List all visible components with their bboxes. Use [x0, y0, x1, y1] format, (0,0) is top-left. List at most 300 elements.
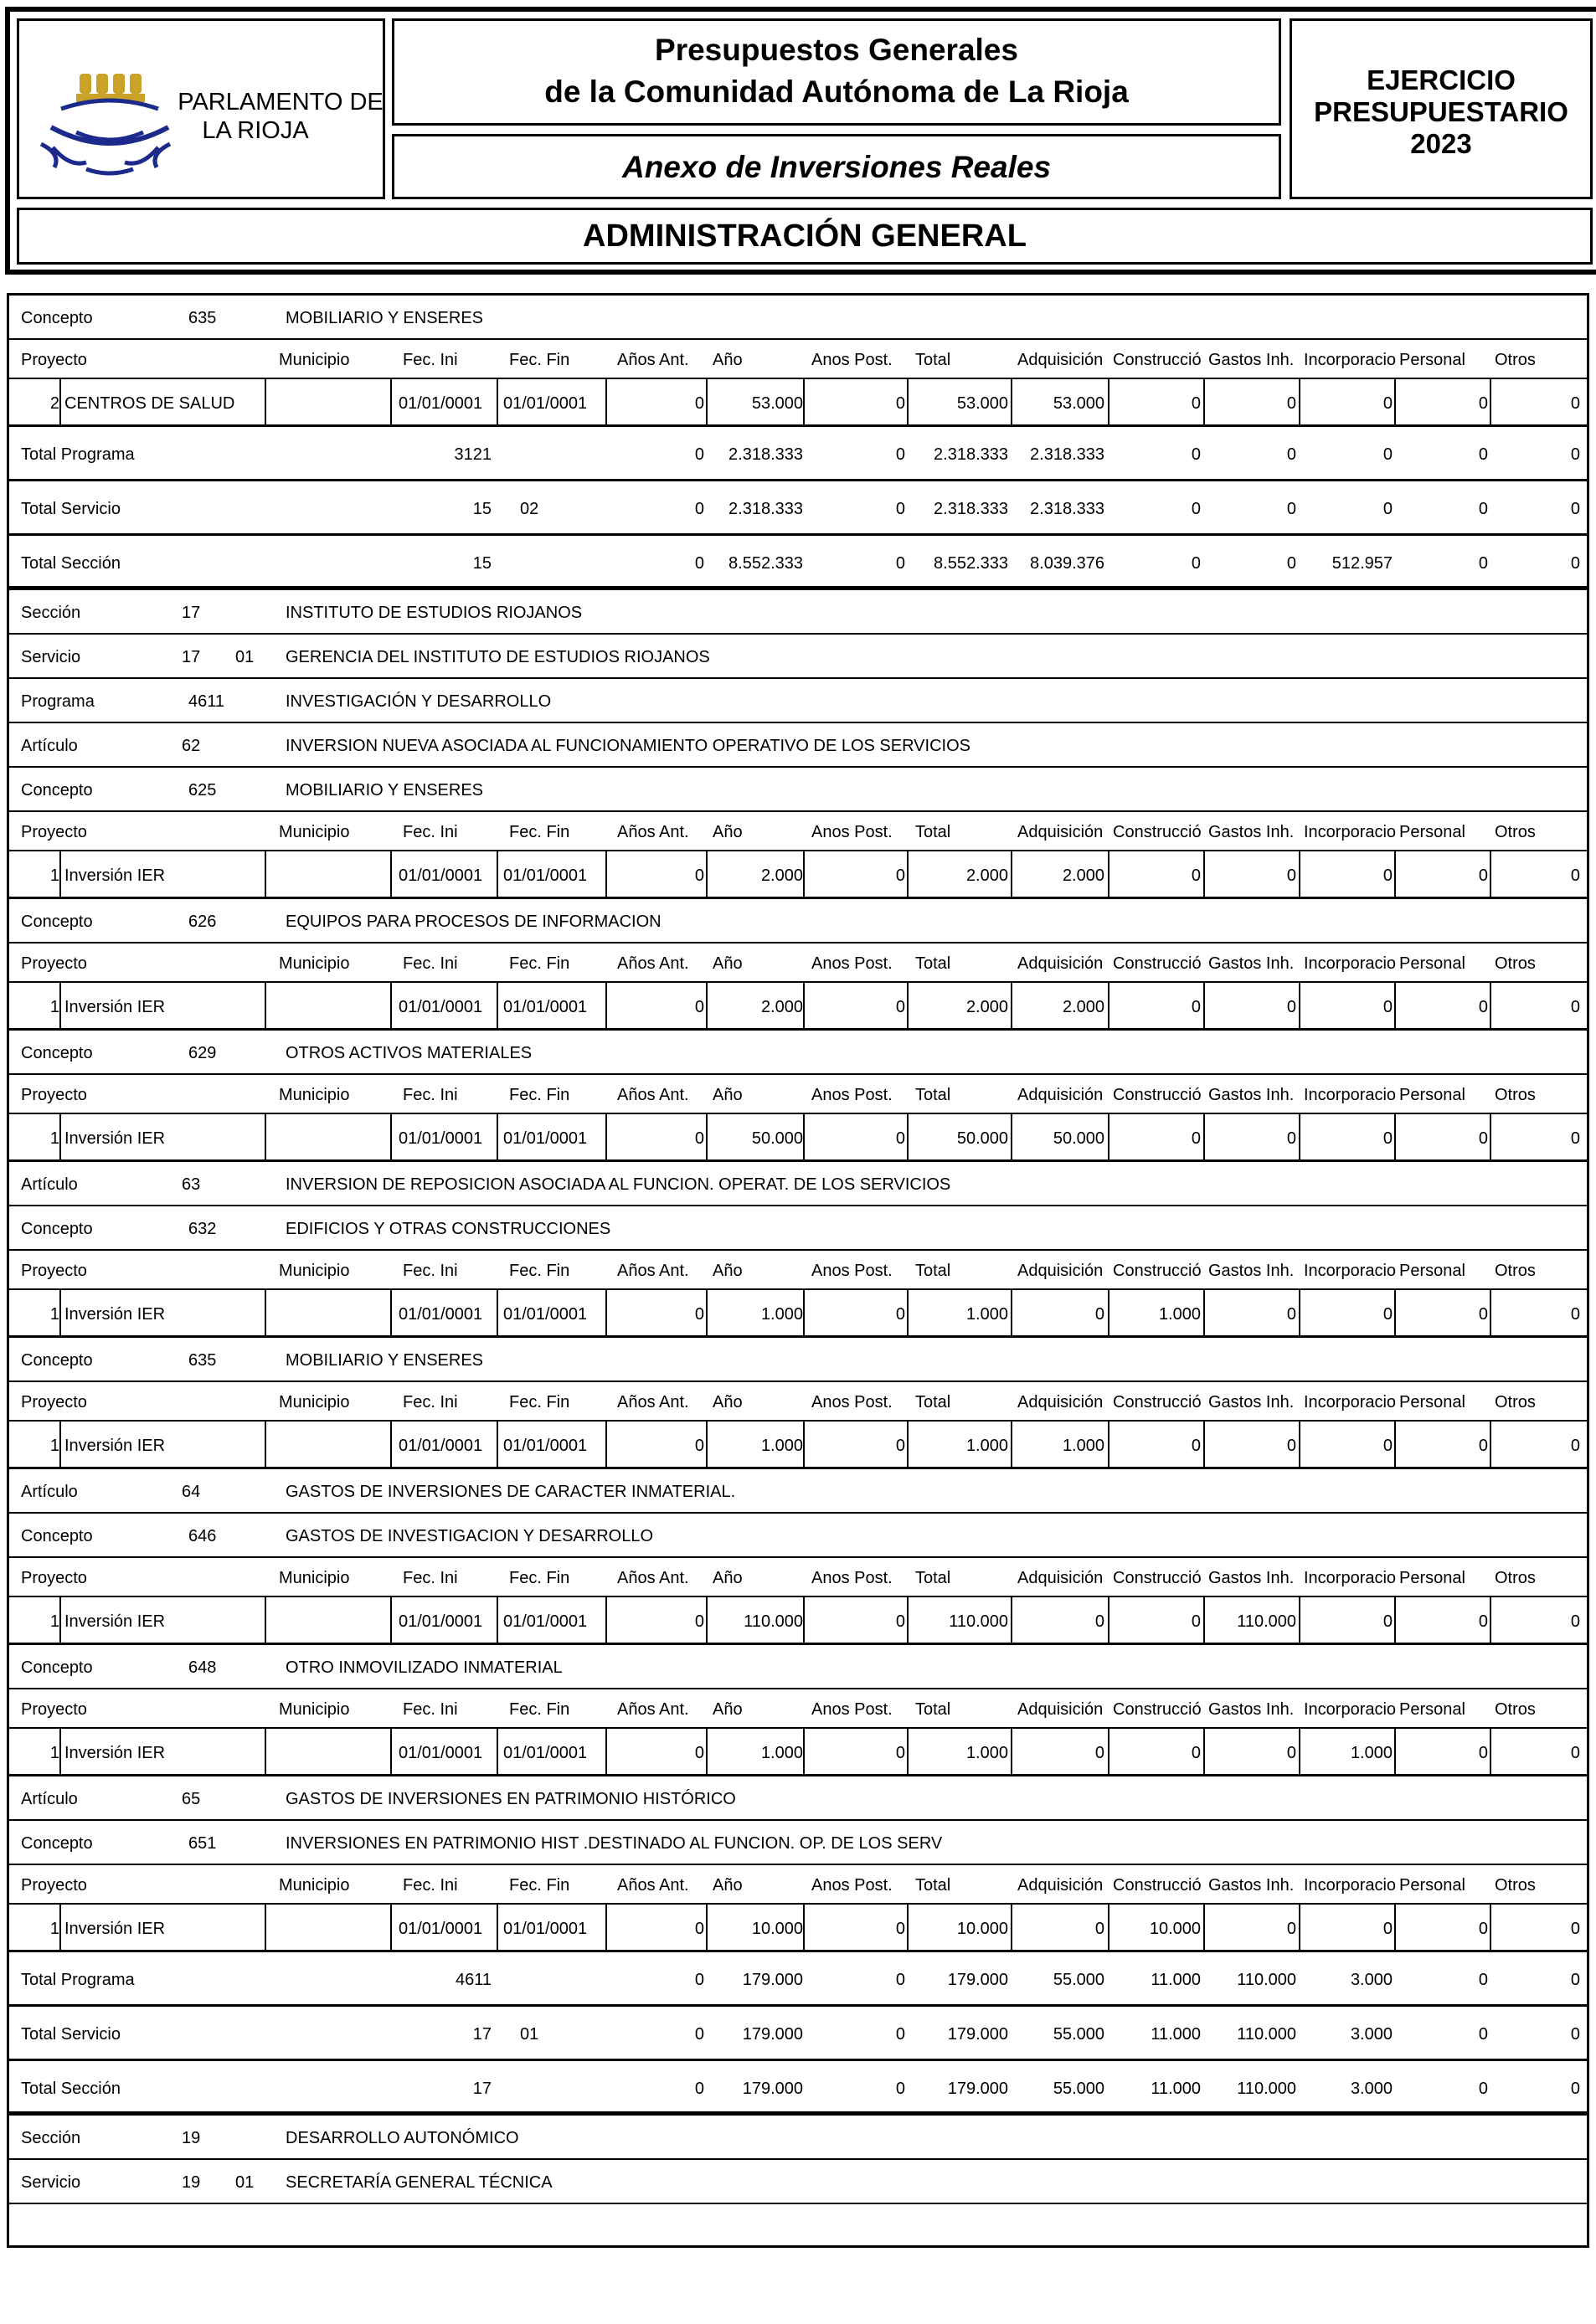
total-amount: 2.318.333: [1030, 445, 1104, 464]
column-header: Construcció: [1113, 1086, 1202, 1104]
row-divider: [9, 1205, 1587, 1206]
ejercicio-line1: EJERCICIO: [1367, 64, 1516, 95]
column-header: Personal: [1399, 1700, 1465, 1719]
total-amount: 0: [694, 2025, 704, 2044]
row-divider: [9, 1903, 1587, 1905]
cell-divider: [1011, 1597, 1012, 1645]
cell-divider: [1011, 1290, 1012, 1338]
amount-cell: 53.000: [1053, 394, 1104, 413]
total-label: Total Sección: [21, 554, 121, 573]
row-code: 17: [182, 648, 201, 666]
total-amount: 2.318.333: [728, 500, 803, 518]
column-header: Gastos Inh.: [1208, 954, 1295, 973]
amount-cell: 1.000: [965, 1744, 1008, 1762]
column-header: Años Ant.: [617, 1262, 689, 1280]
column-header: Proyecto: [21, 1262, 87, 1280]
column-header: Gastos Inh.: [1208, 1086, 1295, 1104]
amount-cell: 0: [1286, 998, 1296, 1016]
column-header: Año: [713, 1393, 743, 1411]
cell-divider: [1394, 983, 1396, 1031]
total-amount: 0: [694, 1971, 704, 1989]
total-amount: 55.000: [1053, 1971, 1104, 1989]
amount-cell: 10.000: [1149, 1920, 1201, 1938]
total-amount: 0: [895, 2080, 905, 2098]
project-name: Inversión IER: [64, 1437, 166, 1455]
amount-cell: 2.000: [760, 866, 803, 885]
column-header: Personal: [1399, 823, 1465, 841]
row-description: GASTOS DE INVERSIONES EN PATRIMONIO HISTÓRICO: [286, 1790, 736, 1808]
cell-divider: [1108, 379, 1109, 427]
fecha-inicio: 01/01/0001: [399, 1305, 483, 1324]
total-amount: 11.000: [1151, 2025, 1201, 2044]
project-number: 1: [49, 1744, 59, 1762]
column-header: Fec. Ini: [403, 1393, 458, 1411]
fecha-inicio: 01/01/0001: [399, 1920, 483, 1938]
cell-divider: [497, 1905, 498, 1952]
row-label: Servicio: [21, 648, 81, 666]
cell-divider: [605, 983, 607, 1031]
column-header: Construcció: [1113, 954, 1202, 973]
row-label: Concepto: [21, 1351, 93, 1370]
column-header: Total: [915, 1876, 951, 1895]
total-amount: 2.318.333: [1030, 500, 1104, 518]
total-amount: 3.000: [1350, 2080, 1393, 2098]
cell-divider: [1394, 1729, 1396, 1776]
total-code2: 02: [520, 500, 539, 518]
cell-divider: [907, 1422, 909, 1469]
fecha-fin: 01/01/0001: [503, 1129, 588, 1148]
column-header: Otros: [1495, 1393, 1536, 1411]
total-amount: 0: [1191, 554, 1201, 573]
column-header: Total: [915, 1393, 951, 1411]
cell-divider: [1108, 1422, 1109, 1469]
column-header: Anos Post.: [811, 1086, 893, 1104]
row-divider: [9, 1467, 1587, 1469]
row-code: 17: [182, 604, 201, 622]
column-header: Personal: [1399, 1393, 1465, 1411]
column-header: Año: [713, 1086, 743, 1104]
cell-divider: [706, 851, 708, 899]
total-amount: 2.318.333: [728, 445, 803, 464]
amount-cell: 0: [694, 998, 704, 1016]
total-amount: 0: [694, 500, 704, 518]
column-header: Municipio: [279, 1569, 350, 1587]
cell-divider: [390, 851, 392, 899]
row-description: MOBILIARIO Y ENSERES: [286, 781, 484, 800]
row-label: Concepto: [21, 1220, 93, 1238]
column-header: Total: [915, 1086, 951, 1104]
column-header: Municipio: [279, 351, 350, 369]
row-code: 651: [188, 1834, 217, 1853]
total-amount: 0: [1191, 500, 1201, 518]
cell-divider: [1203, 1422, 1205, 1469]
cell-divider: [706, 1729, 708, 1776]
row-divider: [9, 1073, 1587, 1075]
row-description: MOBILIARIO Y ENSERES: [286, 309, 484, 327]
amount-cell: 10.000: [751, 1920, 803, 1938]
total-amount: 110.000: [1237, 2080, 1296, 2098]
row-divider: [9, 981, 1587, 983]
row-description: INVERSION NUEVA ASOCIADA AL FUNCIONAMIENTO OPERATIVO DE LOS SERVICIOS: [286, 737, 970, 755]
project-name: CENTROS DE SALUD: [64, 394, 235, 413]
amount-cell: 0: [1094, 1305, 1104, 1324]
column-header: Personal: [1399, 954, 1465, 973]
column-header: Fec. Ini: [403, 1086, 458, 1104]
row-code: 632: [188, 1220, 217, 1238]
amount-cell: 0: [895, 1612, 905, 1631]
column-header: Proyecto: [21, 954, 87, 973]
cell-divider: [265, 851, 266, 899]
amount-cell: 53.000: [751, 394, 803, 413]
total-amount: 179.000: [947, 2080, 1008, 2098]
column-header: Anos Post.: [811, 1262, 893, 1280]
column-header: Fec. Fin: [509, 823, 570, 841]
column-header: Año: [713, 954, 743, 973]
cell-divider: [1490, 1729, 1491, 1776]
column-header: Fec. Fin: [509, 1086, 570, 1104]
row-code: 646: [188, 1527, 217, 1545]
cell-divider: [1108, 1729, 1109, 1776]
total-amount: 512.957: [1331, 554, 1393, 573]
column-header: Fec. Fin: [509, 1262, 570, 1280]
amount-cell: 0: [1570, 1744, 1580, 1762]
cell-divider: [1299, 1114, 1300, 1162]
column-header: Otros: [1495, 954, 1536, 973]
cell-divider: [1203, 379, 1205, 427]
column-header: Total: [915, 1262, 951, 1280]
amount-cell: 2.000: [965, 866, 1008, 885]
cell-divider: [1394, 1905, 1396, 1952]
cell-divider: [1011, 851, 1012, 899]
cell-divider: [1299, 851, 1300, 899]
cell-divider: [497, 1290, 498, 1338]
cell-divider: [265, 983, 266, 1031]
ejercicio-box: [1290, 18, 1593, 199]
cell-divider: [1011, 1729, 1012, 1776]
cell-divider: [390, 983, 392, 1031]
total-amount: 0: [1478, 1971, 1488, 1989]
column-header: Fec. Ini: [403, 351, 458, 369]
project-name: Inversión IER: [64, 1920, 166, 1938]
column-header: Personal: [1399, 1262, 1465, 1280]
row-divider: [9, 1643, 1587, 1645]
cell-divider: [907, 379, 909, 427]
row-description: INVERSIONES EN PATRIMONIO HIST .DESTINADO AL FUNCION. OP. DE LOS SERV: [286, 1834, 943, 1853]
column-header: Otros: [1495, 1700, 1536, 1719]
row-divider: [9, 1381, 1587, 1382]
column-header: Fec. Fin: [509, 1876, 570, 1895]
row-divider: [9, 2059, 1587, 2061]
row-divider: [9, 586, 1587, 590]
row-divider: [9, 424, 1587, 427]
cell-divider: [1203, 1114, 1205, 1162]
total-amount: 11.000: [1151, 2080, 1201, 2098]
column-header: Anos Post.: [811, 1700, 893, 1719]
cell-divider: [803, 1114, 805, 1162]
total-amount: 0: [1570, 1971, 1580, 1989]
row-description: EQUIPOS PARA PROCESOS DE INFORMACION: [286, 913, 662, 931]
row-divider: [9, 1950, 1587, 1952]
column-header: Construcció: [1113, 1569, 1202, 1587]
logo-text-line1: PARLAMENTO DE: [178, 89, 384, 116]
amount-cell: 0: [895, 1129, 905, 1148]
row-divider: [9, 1420, 1587, 1422]
column-header: Años Ant.: [617, 1086, 689, 1104]
ejercicio-line2: PRESUPUESTARIO: [1314, 96, 1568, 127]
row-description: GERENCIA DEL INSTITUTO DE ESTUDIOS RIOJANOS: [286, 648, 710, 666]
amount-cell: 1.000: [965, 1305, 1008, 1324]
cell-divider: [265, 379, 266, 427]
row-label: Concepto: [21, 1044, 93, 1062]
column-header: Años Ant.: [617, 1876, 689, 1895]
row-divider: [9, 479, 1587, 481]
cell-divider: [390, 1114, 392, 1162]
cell-divider: [803, 1597, 805, 1645]
logo-box: [17, 18, 385, 199]
total-amount: 8.552.333: [934, 554, 1008, 573]
cell-divider: [1108, 1290, 1109, 1338]
column-header: Anos Post.: [811, 1393, 893, 1411]
column-header: Fec. Ini: [403, 823, 458, 841]
amount-cell: 0: [1478, 1305, 1488, 1324]
column-header: Municipio: [279, 1700, 350, 1719]
amount-cell: 0: [1478, 866, 1488, 885]
row-label: Concepto: [21, 913, 93, 931]
row-code: 19: [182, 2173, 201, 2192]
total-amount: 2.318.333: [934, 445, 1008, 464]
project-name: Inversión IER: [64, 1744, 166, 1762]
title-line2: de la Comunidad Autónoma de La Rioja: [544, 75, 1129, 109]
column-header: Año: [713, 1700, 743, 1719]
fecha-inicio: 01/01/0001: [399, 1744, 483, 1762]
column-header: Fec. Ini: [403, 1700, 458, 1719]
row-divider: [9, 1028, 1587, 1031]
column-header: Proyecto: [21, 1876, 87, 1895]
column-header: Gastos Inh.: [1208, 823, 1295, 841]
row-divider: [9, 2111, 1587, 2116]
total-amount: 0: [1570, 500, 1580, 518]
cell-divider: [907, 1114, 909, 1162]
total-label: Total Sección: [21, 2080, 121, 2098]
total-amount: 0: [1570, 2080, 1580, 2098]
cell-divider: [59, 1597, 61, 1645]
cell-divider: [390, 1422, 392, 1469]
amount-cell: 1.000: [760, 1305, 803, 1324]
row-divider: [9, 1864, 1587, 1865]
total-amount: 179.000: [742, 2080, 803, 2098]
row-code: 635: [188, 1351, 217, 1370]
total-label: Total Programa: [21, 1971, 135, 1989]
row-divider: [9, 533, 1587, 536]
cell-divider: [1490, 1114, 1491, 1162]
column-header: Construcció: [1113, 351, 1202, 369]
cell-divider: [1490, 851, 1491, 899]
amount-cell: 0: [1570, 1129, 1580, 1148]
amount-cell: 0: [1286, 866, 1296, 885]
column-header: Incorporacio: [1304, 1262, 1396, 1280]
amount-cell: 0: [1382, 1437, 1393, 1455]
amount-cell: 0: [1191, 866, 1201, 885]
total-amount: 0: [1286, 554, 1296, 573]
row-label: Sección: [21, 604, 81, 622]
amount-cell: 0: [895, 1744, 905, 1762]
cell-divider: [390, 1290, 392, 1338]
cell-divider: [1011, 379, 1012, 427]
row-label: Concepto: [21, 309, 93, 327]
amount-cell: 110.000: [1237, 1612, 1296, 1631]
column-header: Incorporacio: [1304, 351, 1396, 369]
column-header: Año: [713, 1262, 743, 1280]
parliament-logo-icon: [36, 67, 174, 184]
row-divider: [9, 1335, 1587, 1338]
column-header: Anos Post.: [811, 351, 893, 369]
total-label: Total Servicio: [21, 500, 121, 518]
total-amount: 8.552.333: [728, 554, 803, 573]
cell-divider: [1394, 379, 1396, 427]
row-divider: [9, 1512, 1587, 1514]
column-header: Años Ant.: [617, 1393, 689, 1411]
column-header: Año: [713, 823, 743, 841]
cell-divider: [907, 1905, 909, 1952]
row-description: EDIFICIOS Y OTRAS CONSTRUCCIONES: [286, 1220, 611, 1238]
row-label: Concepto: [21, 1658, 93, 1677]
row-divider: [9, 1556, 1587, 1558]
fecha-inicio: 01/01/0001: [399, 394, 483, 413]
cell-divider: [1203, 1729, 1205, 1776]
cell-divider: [605, 851, 607, 899]
total-amount: 0: [1286, 500, 1296, 518]
row-description: OTROS ACTIVOS MATERIALES: [286, 1044, 533, 1062]
total-amount: 179.000: [742, 2025, 803, 2044]
amount-cell: 0: [1570, 998, 1580, 1016]
cell-divider: [59, 1905, 61, 1952]
column-header: Total: [915, 954, 951, 973]
fecha-fin: 01/01/0001: [503, 866, 588, 885]
row-label: Sección: [21, 2129, 81, 2147]
column-header: Construcció: [1113, 1876, 1202, 1895]
total-amount: 0: [1478, 500, 1488, 518]
column-header: Adquisición: [1017, 1876, 1104, 1895]
row-divider: [9, 766, 1587, 768]
amount-cell: 0: [895, 1920, 905, 1938]
row-label: Servicio: [21, 2173, 81, 2192]
section-title: ADMINISTRACIÓN GENERAL: [583, 219, 1027, 254]
row-code: 625: [188, 781, 217, 800]
amount-cell: 0: [694, 1129, 704, 1148]
column-header: Anos Post.: [811, 1569, 893, 1587]
row-label: Concepto: [21, 1527, 93, 1545]
amount-cell: 0: [1478, 1437, 1488, 1455]
amount-cell: 50.000: [1053, 1129, 1104, 1148]
column-header: Gastos Inh.: [1208, 1700, 1295, 1719]
row-description: GASTOS DE INVESTIGACION Y DESARROLLO: [286, 1527, 654, 1545]
total-amount: 0: [694, 2080, 704, 2098]
amount-cell: 0: [1286, 1129, 1296, 1148]
cell-divider: [1011, 1905, 1012, 1952]
cell-divider: [706, 1422, 708, 1469]
row-code: 63: [182, 1175, 201, 1194]
column-header: Anos Post.: [811, 1876, 893, 1895]
column-header: Incorporacio: [1304, 954, 1396, 973]
cell-divider: [1299, 1597, 1300, 1645]
total-amount: 0: [1570, 554, 1580, 573]
row-divider: [9, 897, 1587, 899]
row-divider: [9, 677, 1587, 679]
cell-divider: [1011, 1114, 1012, 1162]
cell-divider: [1299, 1729, 1300, 1776]
column-header: Proyecto: [21, 823, 87, 841]
column-header: Construcció: [1113, 1393, 1202, 1411]
total-code2: 01: [520, 2025, 539, 2044]
row-label: Concepto: [21, 781, 93, 800]
fecha-fin: 01/01/0001: [503, 1305, 588, 1324]
column-header: Adquisición: [1017, 1569, 1104, 1587]
amount-cell: 1.000: [1158, 1305, 1201, 1324]
amount-cell: 0: [694, 1612, 704, 1631]
column-header: Total: [915, 1700, 951, 1719]
amount-cell: 0: [1570, 1437, 1580, 1455]
total-amount: 0: [1191, 445, 1201, 464]
cell-divider: [497, 1729, 498, 1776]
row-description: INVERSION DE REPOSICION ASOCIADA AL FUNCION. OPERAT. DE LOS SERVICIOS: [286, 1175, 951, 1194]
row-code2: 01: [235, 648, 255, 666]
column-header: Fec. Fin: [509, 351, 570, 369]
cell-divider: [907, 1597, 909, 1645]
column-header: Personal: [1399, 1086, 1465, 1104]
column-header: Gastos Inh.: [1208, 1876, 1295, 1895]
amount-cell: 0: [1382, 998, 1393, 1016]
amount-cell: 0: [1286, 1744, 1296, 1762]
project-name: Inversión IER: [64, 1612, 166, 1631]
investment-table: [7, 293, 1589, 2248]
cell-divider: [706, 1114, 708, 1162]
cell-divider: [1108, 1114, 1109, 1162]
row-divider: [9, 378, 1587, 379]
cell-divider: [1203, 1290, 1205, 1338]
amount-cell: 0: [694, 866, 704, 885]
project-number: 1: [49, 1129, 59, 1148]
column-header: Anos Post.: [811, 823, 893, 841]
cell-divider: [1011, 983, 1012, 1031]
cell-divider: [390, 1905, 392, 1952]
row-code: 64: [182, 1483, 201, 1501]
amount-cell: 0: [1382, 1305, 1393, 1324]
fecha-fin: 01/01/0001: [503, 1920, 588, 1938]
row-description: INSTITUTO DE ESTUDIOS RIOJANOS: [286, 604, 583, 622]
total-amount: 0: [1382, 445, 1393, 464]
project-number: 1: [49, 1305, 59, 1324]
row-divider: [9, 338, 1587, 340]
total-amount: 0: [895, 554, 905, 573]
column-header: Fec. Fin: [509, 1700, 570, 1719]
total-amount: 8.039.376: [1030, 554, 1104, 573]
logo-text-line2: LA RIOJA: [202, 117, 309, 144]
total-amount: 0: [895, 500, 905, 518]
cell-divider: [390, 1729, 392, 1776]
amount-cell: 1.000: [1350, 1744, 1393, 1762]
cell-divider: [907, 851, 909, 899]
cell-divider: [1490, 983, 1491, 1031]
column-header: Año: [713, 1569, 743, 1587]
cell-divider: [907, 983, 909, 1031]
amount-cell: 0: [1382, 866, 1393, 885]
amount-cell: 0: [1191, 394, 1201, 413]
column-header: Personal: [1399, 351, 1465, 369]
row-code: 19: [182, 2129, 201, 2147]
cell-divider: [59, 1729, 61, 1776]
row-divider: [9, 942, 1587, 943]
total-code: 15: [472, 500, 492, 518]
